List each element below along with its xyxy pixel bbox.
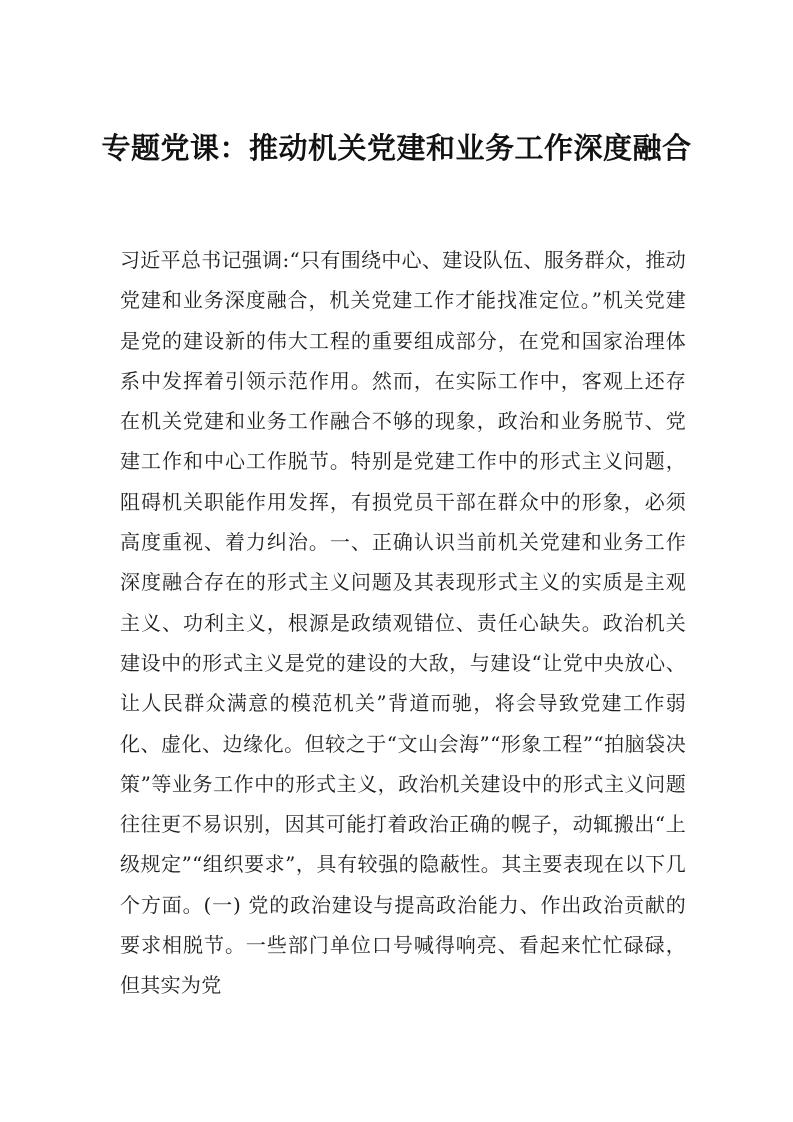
document-title: 专题党课：推动机关党建和业务工作深度融合 xyxy=(101,131,692,165)
document-body-paragraph: 习近平总书记强调:“只有围绕中心、建设队伍、服务群众，推动党建和业务深度融合，机关党建工作才能找准定位。”机关党建是党的建设新的伟大工程的重要组成部分，在党和国家治理体系中发挥着引领示范作用。然而，在实际工作中，客观上还存在机关党建和业务工作融合不够的现象，政治和业务脱节、党建工作和中心工作脱节。特别是党建工作中的形式主义问题，阻碍机关职能作用发挥，有损党员干部在群众中的形象，必须高度重视、着力纠治。一、正确认识当前机关党建和业务工作深度融合存在的形式主义问题及其表现形式主义的实质是主观主义、功利主义，根源是政绩观错位、责任心缺失。政治机关建设中的形式主义是党的建设的大敌，与建设“让党中央放心、让人民群众满意的模范机关”背道而驰，将会导致党建工作弱化、虚化、边缘化。但较之于“文山会海”“形象工程”“拍脑袋决策”等业务工作中的形式主义，政治机关建设中的形式主义问题往往更不易识别，因其可能打着政治正确的幌子，动辄搬出“上级规定”“组织要求”，具有较强的隐蔽性。其主要表现在以下几个方面。(一) 党的政治建设与提高政治能力、作出政治贡献的要求相脱节。一些部门单位口号喊得响亮、看起来忙忙碌碌，但其实为党 xyxy=(120,248,686,998)
